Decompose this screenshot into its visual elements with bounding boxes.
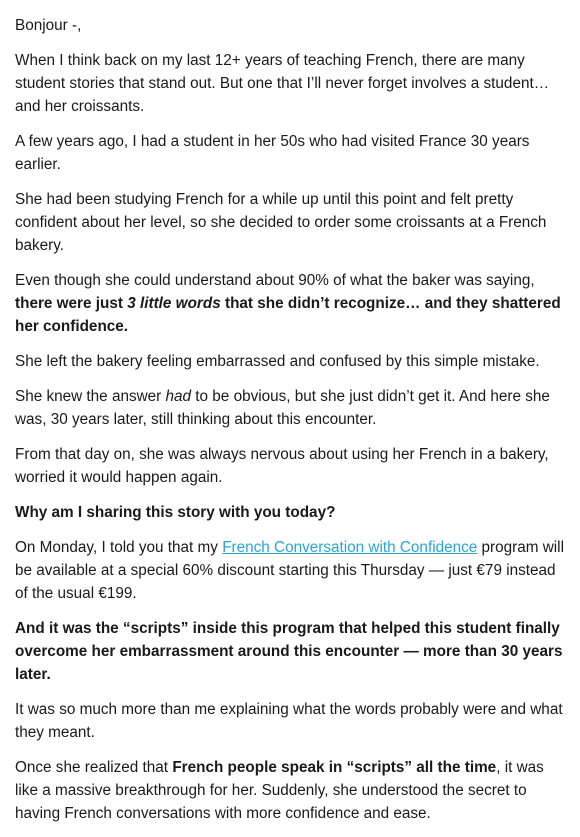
paragraph-program xyxy=(15,536,570,605)
program-rest: program will be available at a special 60% discount starting this Thursday — just €79 instead of the usual €199. xyxy=(15,539,564,602)
knew-answer-lead: She knew the answer xyxy=(15,388,166,405)
paragraph-intro: When I think back on my last 12+ years of teaching French, there are many student stories that stand out. But one that I’ll never forget involves a student… and her croissants. xyxy=(15,52,550,115)
breakthrough-emphasis: French people speak in “scripts” all the time xyxy=(172,759,497,776)
emphasis-part-2: that she didn’t recognize… and they shattered her confidence. xyxy=(15,295,561,335)
paragraph-three-words-emphasis xyxy=(15,295,561,335)
paragraph-student: A few years ago, I had a student in her 50s who had visited France 30 years earlier. xyxy=(15,133,530,173)
paragraph-breakthrough xyxy=(15,756,570,825)
why-sharing-heading: Why am I sharing this story with you today? xyxy=(15,504,336,521)
emphasis-italic: 3 little words xyxy=(127,295,221,312)
program-link[interactable]: French Conversation with Confidence xyxy=(222,539,478,556)
paragraph-more-than: It was so much more than me explaining what the words probably were and what they meant. xyxy=(15,701,563,741)
emphasis-part-1: there were just xyxy=(15,295,128,312)
knew-answer-rest: to be obvious, but she just didn’t get it. And here she was, 30 years later, still thinking about this encounter. xyxy=(15,388,550,428)
paragraph-three-words xyxy=(15,269,570,338)
program-lead: On Monday, I told you that my xyxy=(15,539,223,556)
breakthrough-lead: Once she realized that xyxy=(15,759,173,776)
paragraph-left-bakery: She left the bakery feeling embarrassed and confused by this simple mistake. xyxy=(15,353,540,370)
email-body xyxy=(15,14,570,837)
paragraph-three-words-lead: Even though she could understand about 90% of what the baker was saying, xyxy=(15,272,535,289)
scripts-emphasis: And it was the “scripts” inside this program that helped this student finally overcome her embarrassment around this encounter — more than 30 years later. xyxy=(15,620,563,683)
breakthrough-rest: , it was like a massive breakthrough for her. Suddenly, she understood the secret to having French conversations with more confidence and ease. xyxy=(15,759,544,822)
paragraph-knew-answer xyxy=(15,385,570,431)
paragraph-studying: She had been studying French for a while up until this point and felt pretty confident about her level, so she decided to order some croissants at a French bakery. xyxy=(15,191,547,254)
paragraph-nervous: From that day on, she was always nervous about using her French in a bakery, worried it would happen again. xyxy=(15,446,549,486)
paragraph-scripts xyxy=(15,617,570,686)
knew-answer-italic: had xyxy=(165,388,192,405)
paragraph-why-sharing xyxy=(15,501,570,524)
greeting: Bonjour -, xyxy=(15,17,82,34)
